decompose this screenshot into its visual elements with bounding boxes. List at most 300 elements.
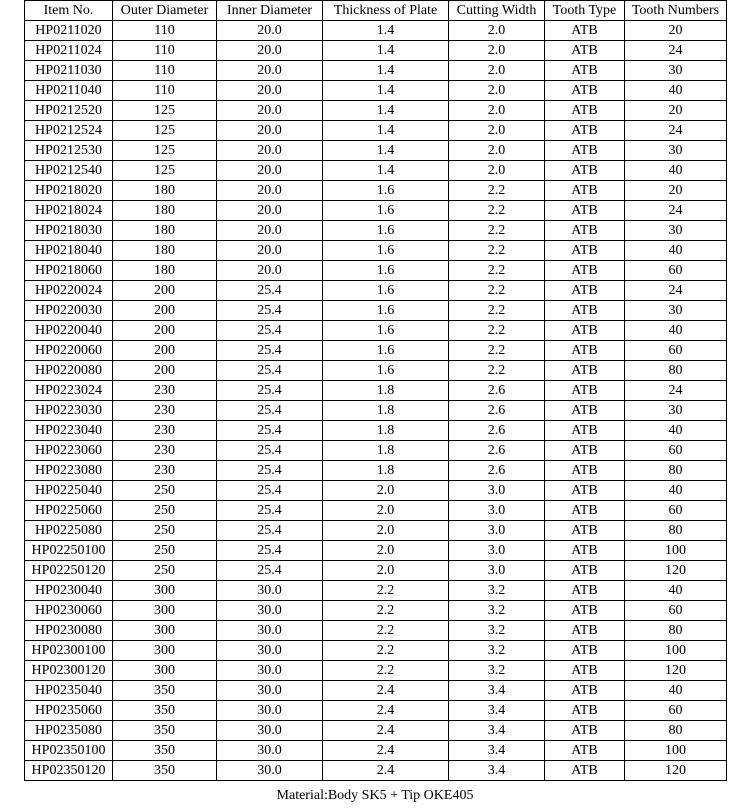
cell-outer-diameter: 125: [113, 161, 217, 181]
cell-inner-diameter: 30.0: [217, 761, 323, 781]
cell-tooth-numbers: 40: [625, 481, 727, 501]
cell-item-no: HP0230060: [25, 601, 113, 621]
cell-outer-diameter: 200: [113, 301, 217, 321]
cell-item-no: HP0220080: [25, 361, 113, 381]
cell-inner-diameter: 25.4: [217, 441, 323, 461]
table-row: [25, 301, 727, 321]
table-row: [25, 41, 727, 61]
cell-plate-thickness: 1.4: [323, 101, 449, 121]
table-header: [25, 1, 727, 21]
cell-cutting-width: 3.4: [449, 701, 545, 721]
cell-cutting-width: 3.0: [449, 541, 545, 561]
cell-cutting-width: 2.6: [449, 401, 545, 421]
cell-item-no: HP0220030: [25, 301, 113, 321]
cell-tooth-type: ATB: [545, 221, 625, 241]
cell-item-no: HP02250100: [25, 541, 113, 561]
cell-item-no: HP02350100: [25, 741, 113, 761]
cell-inner-diameter: 25.4: [217, 361, 323, 381]
cell-outer-diameter: 350: [113, 741, 217, 761]
cell-outer-diameter: 300: [113, 661, 217, 681]
cell-plate-thickness: 2.0: [323, 481, 449, 501]
cell-item-no: HP0212520: [25, 101, 113, 121]
cell-tooth-numbers: 120: [625, 661, 727, 681]
cell-plate-thickness: 1.6: [323, 241, 449, 261]
cell-tooth-numbers: 60: [625, 601, 727, 621]
cell-plate-thickness: 1.4: [323, 141, 449, 161]
cell-item-no: HP0223024: [25, 381, 113, 401]
cell-tooth-numbers: 40: [625, 421, 727, 441]
cell-plate-thickness: 2.2: [323, 621, 449, 641]
cell-item-no: HP0223040: [25, 421, 113, 441]
cell-inner-diameter: 25.4: [217, 281, 323, 301]
cell-cutting-width: 3.2: [449, 641, 545, 661]
cell-tooth-type: ATB: [545, 181, 625, 201]
cell-cutting-width: 2.2: [449, 281, 545, 301]
cell-tooth-type: ATB: [545, 441, 625, 461]
cell-tooth-numbers: 30: [625, 401, 727, 421]
table-row: [25, 481, 727, 501]
header-row: [25, 1, 727, 21]
cell-cutting-width: 2.2: [449, 221, 545, 241]
cell-tooth-type: ATB: [545, 121, 625, 141]
cell-tooth-numbers: 60: [625, 441, 727, 461]
cell-tooth-type: ATB: [545, 201, 625, 221]
cell-inner-diameter: 25.4: [217, 321, 323, 341]
cell-outer-diameter: 200: [113, 361, 217, 381]
cell-inner-diameter: 25.4: [217, 481, 323, 501]
cell-tooth-numbers: 40: [625, 241, 727, 261]
cell-plate-thickness: 2.2: [323, 581, 449, 601]
cell-inner-diameter: 20.0: [217, 41, 323, 61]
table-body: [25, 21, 727, 781]
cell-outer-diameter: 230: [113, 441, 217, 461]
cell-cutting-width: 3.2: [449, 661, 545, 681]
cell-plate-thickness: 2.4: [323, 701, 449, 721]
cell-cutting-width: 2.2: [449, 241, 545, 261]
table-row: [25, 161, 727, 181]
cell-cutting-width: 3.0: [449, 521, 545, 541]
cell-plate-thickness: 1.6: [323, 221, 449, 241]
cell-cutting-width: 2.0: [449, 101, 545, 121]
cell-plate-thickness: 1.8: [323, 381, 449, 401]
cell-item-no: HP0212524: [25, 121, 113, 141]
cell-inner-diameter: 25.4: [217, 301, 323, 321]
cell-outer-diameter: 200: [113, 341, 217, 361]
cell-cutting-width: 2.2: [449, 201, 545, 221]
cell-plate-thickness: 1.8: [323, 461, 449, 481]
column-header-cutting-width: Cutting Width: [449, 1, 545, 21]
cell-tooth-numbers: 20: [625, 21, 727, 41]
table-row: [25, 321, 727, 341]
cell-inner-diameter: 25.4: [217, 421, 323, 441]
table-row: [25, 381, 727, 401]
cell-outer-diameter: 250: [113, 541, 217, 561]
cell-inner-diameter: 30.0: [217, 621, 323, 641]
cell-tooth-numbers: 40: [625, 81, 727, 101]
cell-cutting-width: 2.2: [449, 321, 545, 341]
cell-inner-diameter: 25.4: [217, 541, 323, 561]
cell-tooth-numbers: 30: [625, 221, 727, 241]
table-row: [25, 341, 727, 361]
cell-outer-diameter: 300: [113, 641, 217, 661]
cell-plate-thickness: 1.4: [323, 41, 449, 61]
cell-item-no: HP0235060: [25, 701, 113, 721]
cell-cutting-width: 2.0: [449, 121, 545, 141]
column-header-tooth-type: Tooth Type: [545, 1, 625, 21]
cell-outer-diameter: 110: [113, 81, 217, 101]
cell-item-no: HP0223030: [25, 401, 113, 421]
cell-cutting-width: 2.6: [449, 441, 545, 461]
cell-item-no: HP0230080: [25, 621, 113, 641]
cell-outer-diameter: 230: [113, 381, 217, 401]
column-header-tooth-numbers: Tooth Numbers: [625, 1, 727, 21]
cell-inner-diameter: 20.0: [217, 81, 323, 101]
cell-cutting-width: 2.0: [449, 161, 545, 181]
table-row: [25, 541, 727, 561]
cell-outer-diameter: 250: [113, 501, 217, 521]
cell-tooth-numbers: 24: [625, 121, 727, 141]
cell-plate-thickness: 1.6: [323, 301, 449, 321]
cell-tooth-type: ATB: [545, 21, 625, 41]
cell-cutting-width: 3.4: [449, 761, 545, 781]
column-header-item-no: Item No.: [25, 1, 113, 21]
cell-plate-thickness: 2.4: [323, 721, 449, 741]
cell-item-no: HP0211020: [25, 21, 113, 41]
cell-tooth-type: ATB: [545, 361, 625, 381]
cell-tooth-numbers: 30: [625, 61, 727, 81]
table-row: [25, 641, 727, 661]
cell-plate-thickness: 2.2: [323, 661, 449, 681]
cell-item-no: HP0218040: [25, 241, 113, 261]
table-row: [25, 581, 727, 601]
cell-tooth-type: ATB: [545, 501, 625, 521]
cell-inner-diameter: 20.0: [217, 181, 323, 201]
cell-plate-thickness: 1.8: [323, 441, 449, 461]
cell-item-no: HP02350120: [25, 761, 113, 781]
cell-item-no: HP0225060: [25, 501, 113, 521]
cell-outer-diameter: 180: [113, 221, 217, 241]
cell-tooth-numbers: 30: [625, 141, 727, 161]
cell-outer-diameter: 350: [113, 701, 217, 721]
cell-inner-diameter: 30.0: [217, 581, 323, 601]
table-row: [25, 101, 727, 121]
table-row: [25, 561, 727, 581]
table-row: [25, 521, 727, 541]
cell-item-no: HP0212540: [25, 161, 113, 181]
cell-tooth-numbers: 80: [625, 361, 727, 381]
cell-cutting-width: 2.0: [449, 41, 545, 61]
cell-tooth-numbers: 24: [625, 201, 727, 221]
cell-item-no: HP0211040: [25, 81, 113, 101]
cell-plate-thickness: 1.6: [323, 201, 449, 221]
table-row: [25, 501, 727, 521]
table-row: [25, 201, 727, 221]
cell-inner-diameter: 30.0: [217, 681, 323, 701]
cell-inner-diameter: 20.0: [217, 261, 323, 281]
cell-inner-diameter: 25.4: [217, 381, 323, 401]
cell-plate-thickness: 2.4: [323, 761, 449, 781]
cell-outer-diameter: 300: [113, 621, 217, 641]
cell-tooth-numbers: 80: [625, 621, 727, 641]
cell-item-no: HP0235040: [25, 681, 113, 701]
cell-plate-thickness: 2.4: [323, 681, 449, 701]
cell-item-no: HP0218030: [25, 221, 113, 241]
cell-plate-thickness: 2.0: [323, 541, 449, 561]
cell-tooth-type: ATB: [545, 481, 625, 501]
cell-tooth-numbers: 120: [625, 761, 727, 781]
cell-inner-diameter: 20.0: [217, 241, 323, 261]
cell-inner-diameter: 20.0: [217, 221, 323, 241]
cell-outer-diameter: 200: [113, 321, 217, 341]
cell-inner-diameter: 20.0: [217, 121, 323, 141]
cell-tooth-type: ATB: [545, 341, 625, 361]
cell-tooth-type: ATB: [545, 401, 625, 421]
cell-tooth-numbers: 80: [625, 461, 727, 481]
cell-cutting-width: 2.0: [449, 61, 545, 81]
cell-inner-diameter: 20.0: [217, 141, 323, 161]
cell-tooth-type: ATB: [545, 81, 625, 101]
cell-cutting-width: 2.2: [449, 181, 545, 201]
cell-outer-diameter: 125: [113, 101, 217, 121]
cell-tooth-type: ATB: [545, 541, 625, 561]
cell-inner-diameter: 20.0: [217, 101, 323, 121]
cell-outer-diameter: 200: [113, 281, 217, 301]
table-row: [25, 441, 727, 461]
cell-item-no: HP0220060: [25, 341, 113, 361]
cell-cutting-width: 3.2: [449, 621, 545, 641]
cell-outer-diameter: 300: [113, 581, 217, 601]
table-row: [25, 281, 727, 301]
cell-cutting-width: 3.4: [449, 721, 545, 741]
cell-tooth-numbers: 60: [625, 261, 727, 281]
column-header-plate-thickness: Thickness of Plate: [323, 1, 449, 21]
cell-item-no: HP0230040: [25, 581, 113, 601]
cell-inner-diameter: 20.0: [217, 21, 323, 41]
cell-inner-diameter: 25.4: [217, 401, 323, 421]
cell-cutting-width: 3.4: [449, 741, 545, 761]
cell-tooth-type: ATB: [545, 141, 625, 161]
cell-plate-thickness: 1.6: [323, 261, 449, 281]
table-row: [25, 121, 727, 141]
cell-outer-diameter: 250: [113, 481, 217, 501]
cell-plate-thickness: 1.6: [323, 341, 449, 361]
table-row: [25, 61, 727, 81]
cell-tooth-type: ATB: [545, 741, 625, 761]
cell-outer-diameter: 350: [113, 681, 217, 701]
cell-outer-diameter: 125: [113, 121, 217, 141]
cell-tooth-numbers: 60: [625, 341, 727, 361]
table-row: [25, 241, 727, 261]
table-row: [25, 741, 727, 761]
cell-outer-diameter: 180: [113, 241, 217, 261]
cell-tooth-type: ATB: [545, 241, 625, 261]
cell-cutting-width: 3.0: [449, 561, 545, 581]
cell-inner-diameter: 25.4: [217, 521, 323, 541]
cell-item-no: HP0211030: [25, 61, 113, 81]
cell-outer-diameter: 250: [113, 521, 217, 541]
cell-plate-thickness: 1.6: [323, 321, 449, 341]
table-row: [25, 601, 727, 621]
cell-outer-diameter: 180: [113, 201, 217, 221]
cell-cutting-width: 2.6: [449, 461, 545, 481]
cell-tooth-type: ATB: [545, 41, 625, 61]
table-row: [25, 421, 727, 441]
table-row: [25, 461, 727, 481]
cell-tooth-numbers: 40: [625, 681, 727, 701]
spec-table-container: [24, 0, 726, 781]
cell-plate-thickness: 1.4: [323, 121, 449, 141]
cell-cutting-width: 2.0: [449, 141, 545, 161]
cell-plate-thickness: 1.8: [323, 421, 449, 441]
cell-tooth-numbers: 60: [625, 701, 727, 721]
cell-outer-diameter: 110: [113, 21, 217, 41]
table-row: [25, 181, 727, 201]
cell-tooth-type: ATB: [545, 701, 625, 721]
cell-cutting-width: 3.0: [449, 501, 545, 521]
cell-tooth-numbers: 100: [625, 741, 727, 761]
cell-tooth-type: ATB: [545, 621, 625, 641]
cell-tooth-type: ATB: [545, 681, 625, 701]
cell-inner-diameter: 20.0: [217, 161, 323, 181]
cell-inner-diameter: 20.0: [217, 201, 323, 221]
cell-inner-diameter: 25.4: [217, 341, 323, 361]
cell-inner-diameter: 25.4: [217, 501, 323, 521]
cell-tooth-type: ATB: [545, 461, 625, 481]
table-row: [25, 81, 727, 101]
cell-inner-diameter: 25.4: [217, 461, 323, 481]
table-row: [25, 261, 727, 281]
cell-inner-diameter: 30.0: [217, 601, 323, 621]
cell-plate-thickness: 1.6: [323, 281, 449, 301]
cell-tooth-type: ATB: [545, 301, 625, 321]
cell-tooth-numbers: 40: [625, 321, 727, 341]
cell-item-no: HP0218020: [25, 181, 113, 201]
cell-outer-diameter: 110: [113, 41, 217, 61]
cell-item-no: HP0212530: [25, 141, 113, 161]
cell-plate-thickness: 2.0: [323, 501, 449, 521]
cell-inner-diameter: 30.0: [217, 741, 323, 761]
cell-plate-thickness: 2.0: [323, 521, 449, 541]
material-note: Material:Body SK5 + Tip OKE405: [276, 788, 474, 803]
cell-item-no: HP02300120: [25, 661, 113, 681]
cell-tooth-type: ATB: [545, 421, 625, 441]
cell-item-no: HP0218060: [25, 261, 113, 281]
cell-tooth-type: ATB: [545, 601, 625, 621]
cell-outer-diameter: 350: [113, 761, 217, 781]
cell-item-no: HP0220040: [25, 321, 113, 341]
cell-cutting-width: 3.2: [449, 601, 545, 621]
cell-tooth-numbers: 40: [625, 581, 727, 601]
table-row: [25, 361, 727, 381]
cell-tooth-type: ATB: [545, 521, 625, 541]
cell-tooth-numbers: 20: [625, 181, 727, 201]
table-row: [25, 661, 727, 681]
cell-item-no: HP02300100: [25, 641, 113, 661]
cell-outer-diameter: 230: [113, 461, 217, 481]
cell-outer-diameter: 300: [113, 601, 217, 621]
cell-tooth-numbers: 100: [625, 541, 727, 561]
saw-blade-spec-table: [24, 0, 727, 781]
column-header-outer-diameter: Outer Diameter: [113, 1, 217, 21]
table-row: [25, 761, 727, 781]
cell-tooth-numbers: 20: [625, 101, 727, 121]
cell-inner-diameter: 30.0: [217, 701, 323, 721]
table-row: [25, 21, 727, 41]
table-row: [25, 141, 727, 161]
cell-tooth-numbers: 24: [625, 281, 727, 301]
cell-inner-diameter: 20.0: [217, 61, 323, 81]
cell-tooth-numbers: 24: [625, 381, 727, 401]
cell-outer-diameter: 250: [113, 561, 217, 581]
cell-cutting-width: 2.6: [449, 381, 545, 401]
cell-outer-diameter: 230: [113, 401, 217, 421]
cell-plate-thickness: 2.4: [323, 741, 449, 761]
cell-tooth-type: ATB: [545, 381, 625, 401]
table-row: [25, 621, 727, 641]
cell-plate-thickness: 2.2: [323, 601, 449, 621]
cell-plate-thickness: 1.4: [323, 81, 449, 101]
cell-cutting-width: 2.2: [449, 301, 545, 321]
cell-cutting-width: 3.2: [449, 581, 545, 601]
cell-inner-diameter: 30.0: [217, 661, 323, 681]
cell-tooth-numbers: 40: [625, 161, 727, 181]
cell-plate-thickness: 2.0: [323, 561, 449, 581]
cell-tooth-type: ATB: [545, 581, 625, 601]
cell-tooth-type: ATB: [545, 761, 625, 781]
cell-outer-diameter: 230: [113, 421, 217, 441]
cell-outer-diameter: 125: [113, 141, 217, 161]
cell-plate-thickness: 1.8: [323, 401, 449, 421]
cell-tooth-numbers: 100: [625, 641, 727, 661]
cell-outer-diameter: 350: [113, 721, 217, 741]
table-row: [25, 221, 727, 241]
cell-cutting-width: 3.4: [449, 681, 545, 701]
cell-plate-thickness: 1.6: [323, 181, 449, 201]
cell-tooth-numbers: 30: [625, 301, 727, 321]
cell-inner-diameter: 30.0: [217, 721, 323, 741]
cell-item-no: HP0218024: [25, 201, 113, 221]
cell-tooth-type: ATB: [545, 281, 625, 301]
cell-tooth-type: ATB: [545, 321, 625, 341]
cell-item-no: HP0211024: [25, 41, 113, 61]
cell-cutting-width: 2.2: [449, 261, 545, 281]
cell-outer-diameter: 110: [113, 61, 217, 81]
cell-cutting-width: 2.2: [449, 361, 545, 381]
table-row: [25, 721, 727, 741]
cell-tooth-type: ATB: [545, 561, 625, 581]
cell-item-no: HP0225080: [25, 521, 113, 541]
cell-cutting-width: 2.0: [449, 81, 545, 101]
cell-tooth-numbers: 24: [625, 41, 727, 61]
cell-inner-diameter: 25.4: [217, 561, 323, 581]
cell-item-no: HP0223060: [25, 441, 113, 461]
cell-item-no: HP0235080: [25, 721, 113, 741]
cell-tooth-type: ATB: [545, 161, 625, 181]
table-row: [25, 701, 727, 721]
cell-outer-diameter: 180: [113, 181, 217, 201]
cell-tooth-type: ATB: [545, 721, 625, 741]
cell-plate-thickness: 1.4: [323, 61, 449, 81]
cell-plate-thickness: 1.6: [323, 361, 449, 381]
cell-cutting-width: 2.0: [449, 21, 545, 41]
cell-tooth-numbers: 120: [625, 561, 727, 581]
cell-plate-thickness: 2.2: [323, 641, 449, 661]
cell-tooth-type: ATB: [545, 101, 625, 121]
cell-item-no: HP02250120: [25, 561, 113, 581]
cell-tooth-numbers: 80: [625, 521, 727, 541]
table-row: [25, 401, 727, 421]
cell-item-no: HP0220024: [25, 281, 113, 301]
